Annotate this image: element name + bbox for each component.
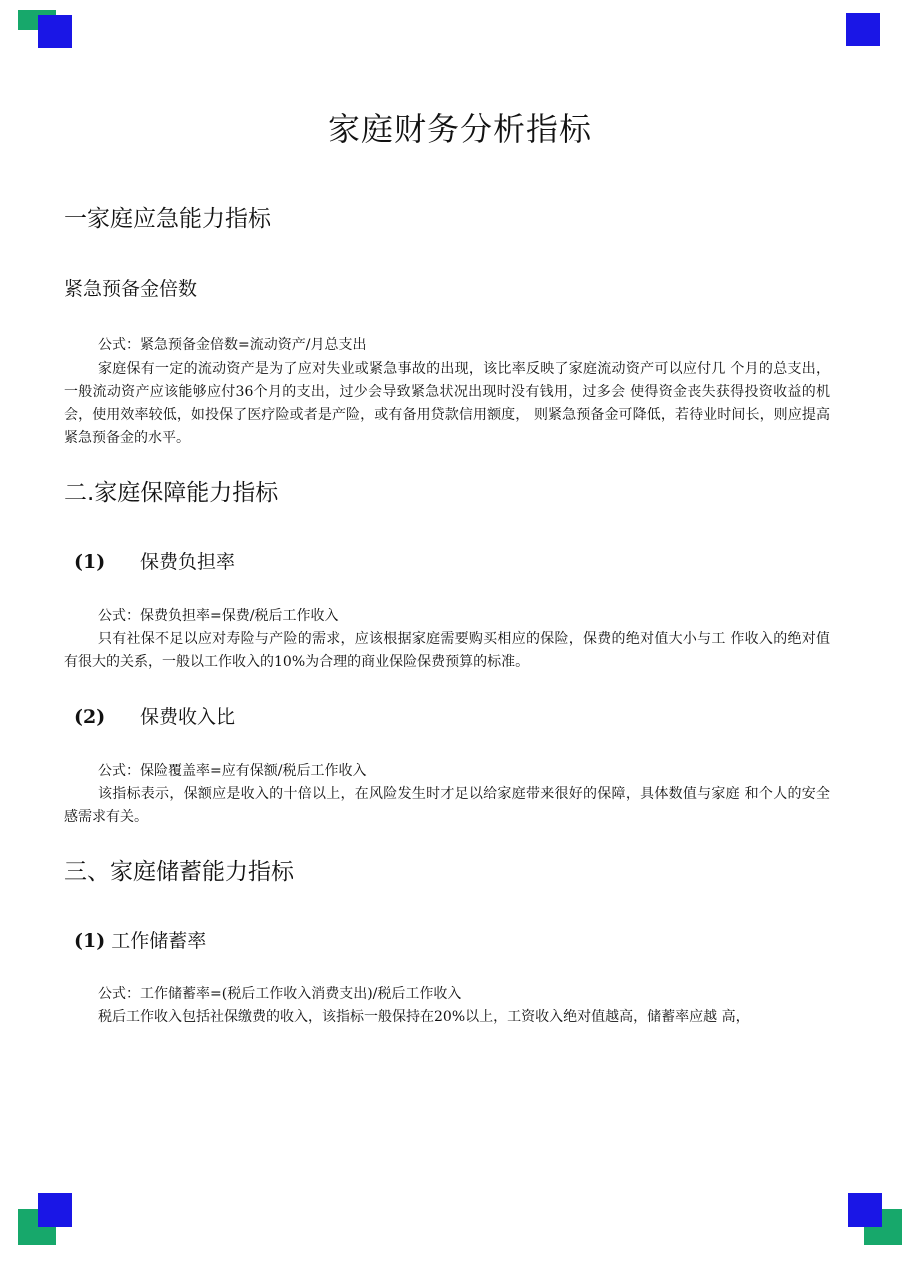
subsection-heading-work-savings-rate <box>74 926 206 953</box>
subsection-title: 保费负担率 <box>140 551 236 573</box>
section-heading-savings: 三、家庭储蓄能力指标 <box>64 859 294 885</box>
subsection-title: 工作储蓄率 <box>111 930 207 952</box>
subsection-heading-emergency-fund <box>64 274 197 301</box>
formula-text: 公式：紧急预备金倍数=流动资产/月总支出 <box>98 337 367 353</box>
subsection-number: (1) <box>74 930 106 952</box>
subsection-heading-premium-income-ratio <box>74 702 235 729</box>
corner-mark-bottom-left <box>18 1193 74 1249</box>
corner-mark-top-left <box>18 10 74 50</box>
subsection-title: 保费收入比 <box>140 706 236 728</box>
formula-text: 公式：工作储蓄率=(税后工作收入消费支出)/税后工作收入 <box>98 986 462 1002</box>
subsection-heading-premium-burden <box>74 547 235 574</box>
section-heading-emergency: 一家庭应急能力指标 <box>64 206 271 232</box>
paragraph-text: 家庭保有一定的流动资产是为了应对失业或紧急事故的出现，该比率反映了家庭流动资产可以应付几 个月的总支出，一般流动资产应该能够应付36个月的支出，过少会导致紧急状况出现时没有钱用，过多会 使得资金丧失获得投资收益的机会，使用效率较低，如投保了医疗险或者是产险，或有备用贷款信用额度， 则紧急预备金可降低，若待业时间长，则应提高紧急预备金的水平。 <box>64 361 830 446</box>
section-heading-protection: 二.家庭保障能力指标 <box>64 480 279 506</box>
paragraph-text: 只有社保不足以应对寿险与产险的需求，应该根据家庭需要购买相应的保险，保费的绝对值大小与工 作收入的绝对值有很大的关系，一般以工作收入的10%为合理的商业保险保费预算的标准。 <box>64 631 830 670</box>
paragraph-text: 税后工作收入包括社保缴费的收入，该指标一般保持在20%以上，工资收入绝对值越高，储蓄率应越 高， <box>98 1009 750 1025</box>
page-title: 家庭财务分析指标 <box>327 110 592 148</box>
formula-text: 公式：保费负担率=保费/税后工作收入 <box>98 608 339 624</box>
subsection-title: 紧急预备金倍数 <box>64 278 198 300</box>
formula-text: 公式：保险覆盖率=应有保额/税后工作收入 <box>98 763 367 779</box>
corner-mark-bottom-right <box>848 1193 904 1249</box>
corner-mark-top-right <box>846 13 882 47</box>
paragraph-text: 该指标表示，保额应是收入的十倍以上，在风险发生时才足以给家庭带来很好的保障，具体数值与家庭 和个人的安全感需求有关。 <box>64 786 830 825</box>
subsection-number: (1) <box>74 551 106 573</box>
subsection-number: (2) <box>74 706 106 728</box>
